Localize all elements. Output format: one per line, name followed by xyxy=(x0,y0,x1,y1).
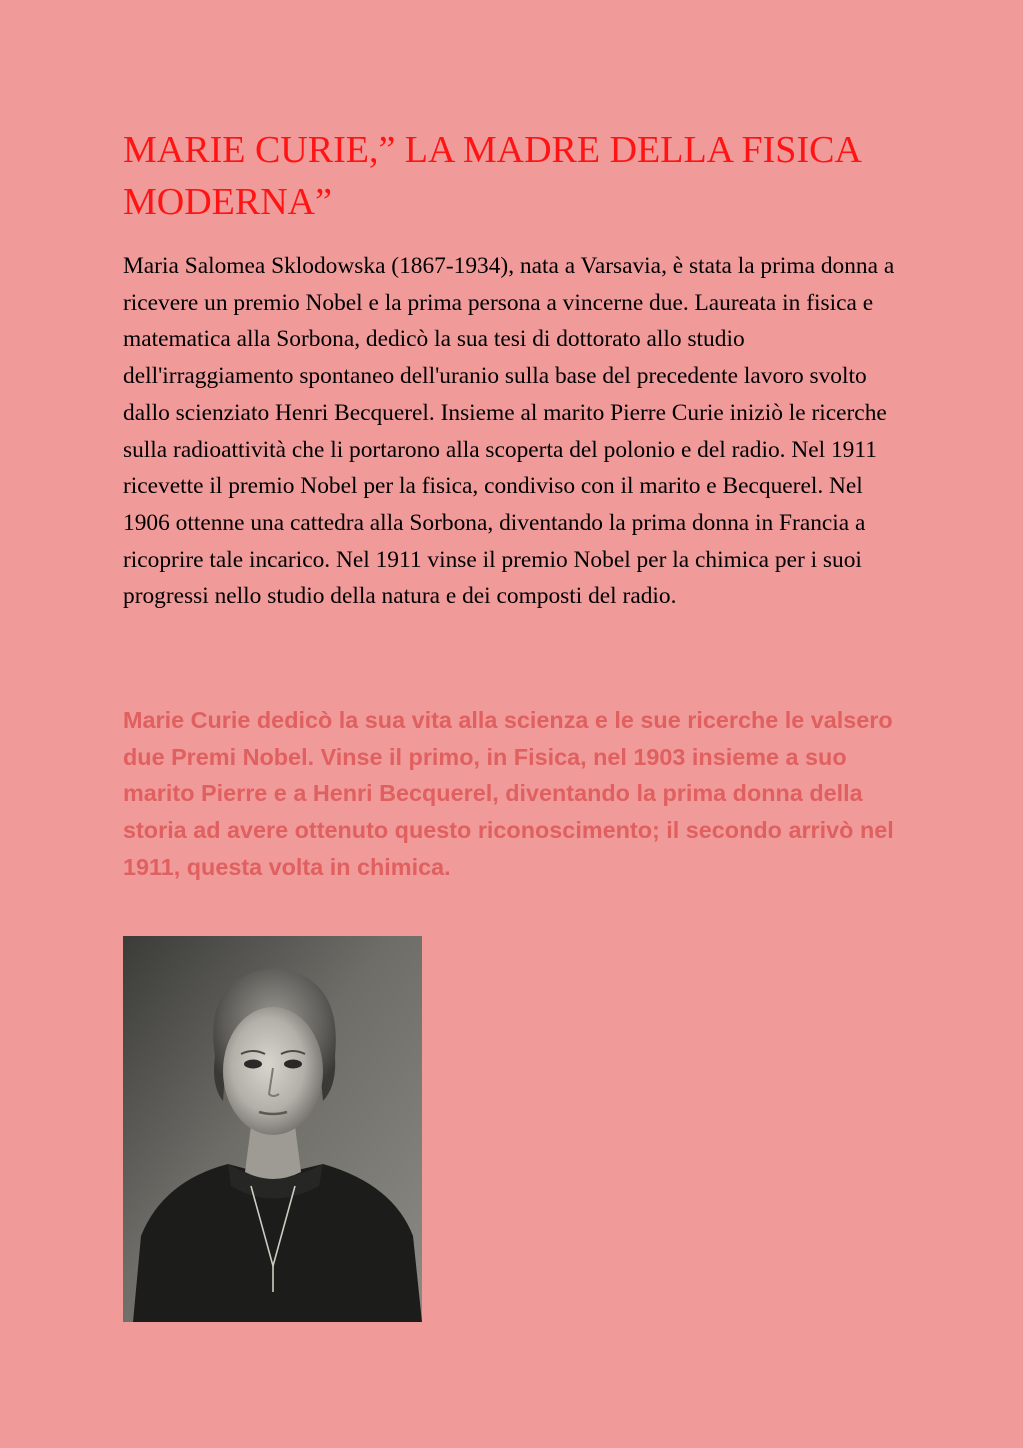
page-title: MARIE CURIE,” LA MADRE DELLA FISICA MODERNA” xyxy=(123,129,860,223)
highlight-paragraph: Marie Curie dedicò la sua vita alla scienza e le sue ricerche le valsero due Premi Nobel. Vinse il primo, in Fisica, nel 1903 insieme a suo marito Pierre e a Henri Becquerel, diventando la prima donna della storia ad avere ottenuto questo riconoscimento; il secondo arrivò nel 1911, questa volta in chimica. xyxy=(123,707,894,880)
portrait-photo xyxy=(123,936,422,1322)
biography-paragraph: Maria Salomea Sklodowska (1867-1934), nata a Varsavia, è stata la prima donna a ricevere un premio Nobel e la prima persona a vincerne due. Laureata in fisica e matematica alla Sorbona, dedicò la sua tesi di dottorato allo studio dell'irraggiamento spontaneo dell'uranio sulla base del precedente lavoro svolto dallo scienziato Henri Becquerel. Insieme al marito Pierre Curie iniziò le ricerche sulla radioattività che li portarono alla scoperta del polonio e del radio. Nel 1911 ricevette il premio Nobel per la fisica, condiviso con il marito e Becquerel. Nel 1906 ottenne una cattedra alla Sorbona, diventando la prima donna in Francia a ricoprire tale incarico. Nel 1911 vinse il premio Nobel per la chimica per i suoi progressi nello studio della natura e dei composti del radio. xyxy=(123,253,895,610)
